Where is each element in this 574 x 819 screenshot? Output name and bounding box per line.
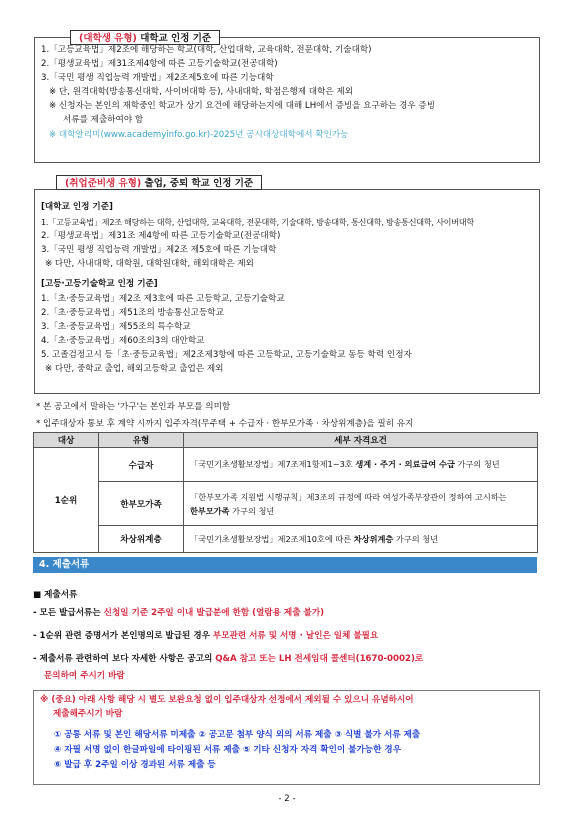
requirement-text: 가구의 청년 [393, 533, 439, 544]
criteria-item: 3.「초·중등교육법」제55조의 특수학교 [41, 322, 191, 332]
eligibility-table [33, 432, 538, 553]
criteria-item: 1.「초·중등교육법」제2조 제3호에 따른 고등학교, 고등기술학교 [41, 294, 285, 304]
requirement-text: 가구의 청년 [454, 459, 500, 469]
criteria-item: 3.「국민 평생 직업능력 개발법」제2조제5호에 따른 기능대학 [41, 73, 274, 83]
requirement-text: 「한부모가족 지원법 시행규칙」제3조의 규정에 따라 여성가족부장관이 정하여 고시하는 [190, 491, 507, 502]
criteria-note: 서류를 제출하여야 함 [63, 115, 144, 125]
warning-line: ※ (중요) 아래 사항 해당 시 별도 보완요청 없이 입주대상자 선정에서 제외될 수 있으니 유념하시어 [40, 695, 414, 705]
academyinfo-note: ※ 대학알리미(www.academyinfo.go.kr)-2025년 공시대상대학에서 확인가능 [49, 130, 349, 140]
type-cell: 한부모가족 [99, 482, 184, 526]
criteria-note: ※ 다만, 중학교 출업, 해외고등학교 출업은 제외 [45, 364, 224, 374]
criteria-item: 4.「초·중등교육법」제60조의3의 대안학교 [41, 336, 205, 346]
requirement-bold: 한부모가족 [190, 505, 230, 516]
requirement-cell [184, 482, 538, 526]
header-type: 유형 [99, 433, 184, 448]
criteria-note: ※ 신청자는 본인의 재학중인 학교가 상기 요건에 해당하는지에 대해 LH에서 증빙을 요구하는 경우 증빙 [49, 101, 436, 111]
warning-item: ⑥ 발급 후 2주일 이상 경과된 서류 제출 등 [54, 760, 216, 770]
requirement-cell [184, 526, 538, 553]
household-note: * 본 공고에서 말하는 '가구'는 본인과 부모를 의미함 [36, 402, 231, 412]
title-text: 출업, 중퇴 학교 인정 기준 [141, 178, 254, 189]
jobseeker-criteria-box [34, 189, 540, 394]
page-number: - 2 - [278, 794, 296, 804]
eligibility-note: * 입주대상자 통보 후 계약 시까지 입주자격(무주택 + 수급자 · 한부모가족 · 차상위계층)을 필히 유지 [36, 419, 414, 429]
table-row [34, 482, 538, 526]
rule-highlight: Q&A 참고 또는 LH 전세임대 콜센터(1670-0002)로 [215, 654, 424, 664]
warning-item: ④ 자필 서명 없이 한글파일에 타이핑된 서류 제출 ⑤ 기타 신청자 자격 확인이 불가능한 경우 [54, 745, 401, 755]
type-cell: 차상위계층 [99, 526, 184, 553]
criteria-item: 2.「평생교육법」제31조 제4항에 따른 고등기술학교(전공대학) [41, 231, 281, 241]
documents-rule-3 [33, 653, 423, 666]
criteria-item: 1.「고등교육법」제2조에 해당하는 학교(대학, 산업대학, 교육대학, 전문대학, 기술대학) [41, 45, 372, 55]
header-target: 대상 [34, 433, 99, 448]
requirement-bold: 차상위계층 [353, 533, 394, 544]
university-criteria-box [34, 37, 540, 163]
requirement-text: 「국민기초생활보장법」제2조제10호에 따른 [190, 533, 354, 544]
criteria-item: 1.「고등교육법」제2조 해당하는 대학, 산업대학, 교육대학, 전문대학, 기술대학, 방송대학, 통신대학, 방송통신대학, 사이버대학 [41, 217, 474, 227]
section-title-jobseeker [56, 175, 262, 190]
rule-text: - 모든 발급서류는 [33, 608, 104, 618]
warning-item: ① 공통 서류 및 본인 해당서류 미제출 ② 공고문 첨부 양식 외의 서류 제출 ③ 식별 불가 서류 제출 [54, 730, 421, 740]
warning-line: 제출해주시기 바람 [53, 709, 123, 719]
criteria-item: 5. 고졸검정고시 등「초·중등교육법」제2조제3항에 따른 고등학교, 고등기술학교 동등 학력 인정자 [41, 350, 412, 360]
rule-highlight: 부모관련 서류 및 서명 · 날인은 일체 불필요 [212, 631, 379, 641]
rule-highlight: 신청일 기준 2주일 이내 발급분에 한함 (열람용 제출 불가) [103, 608, 325, 618]
warning-box [33, 690, 540, 785]
type-label: (대학생 유형) [79, 33, 137, 44]
type-cell: 수급자 [99, 448, 184, 482]
criteria-note: ※ 다만, 사내대학, 대학원, 대학원대학, 해외대학은 제외 [45, 259, 254, 269]
requirement-bold: 생계 · 주거 · 의료급여 수급 [355, 459, 455, 469]
criteria-item: 2.「평생교육법」제31조제4항에 따른 고등기술학교(전공대학) [41, 59, 278, 69]
documents-rule-1 [33, 607, 324, 620]
section-banner-documents: 4. 제출서류 [33, 557, 537, 573]
header-requirements: 세부 자격요건 [184, 433, 538, 448]
table-header-row [34, 433, 538, 448]
type-label: (취업준비생 유형) [65, 178, 142, 189]
requirement-text: 「국민기초생활보장법」제7조제1항제1~3호 [190, 459, 356, 469]
section-title-university [70, 30, 220, 45]
criteria-item: 2.「초·중등교육법」제51조의 방송통신고등학교 [41, 308, 224, 318]
documents-title: ■ 제출서류 [33, 590, 78, 600]
high-criteria-header: [고등·고등기술학교 인정 기준] [41, 279, 158, 289]
univ-criteria-header: [대학교 인정 기준] [41, 202, 113, 212]
criteria-item: 3.「국민 평생 직업능력 개발법」제2조 제5호에 따른 기능대학 [41, 245, 277, 255]
documents-rule-3-cont: 문의하여 주시기 바람 [44, 671, 125, 681]
rank-cell: 1순위 [34, 448, 99, 553]
title-text: 대학교 인정 기준 [136, 33, 212, 44]
rule-text: - 1순위 관련 증명서가 본인명의로 발급된 경우 [33, 631, 213, 641]
rule-text: - 제출서류 관련하여 보다 자세한 사항은 공고의 [33, 654, 216, 664]
criteria-note: ※ 단, 원격대학(방송통신대학, 사이버대학 등), 사내대학, 학점은행제 대학은 제외 [49, 87, 354, 97]
table-row [34, 448, 538, 482]
requirement-cell [184, 448, 538, 482]
table-row [34, 526, 538, 553]
documents-rule-2 [33, 630, 378, 643]
requirement-text: 가구의 청년 [229, 505, 275, 516]
